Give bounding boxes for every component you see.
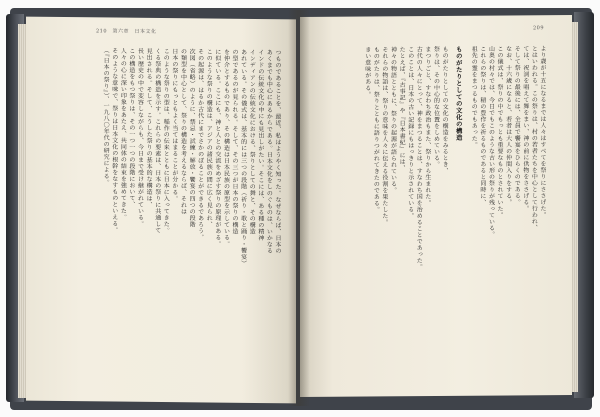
text-line: に似ている。ここにも、神と人との交流をめざす祭りの原理がある。	[213, 48, 221, 248]
text-line: そのような意味で、祭りは日本文化の根幹をなすものといえる。	[110, 47, 118, 234]
text-line: インドの伝統文化の中にも見出しがたい。そこには、ある種の精神	[256, 49, 264, 242]
text-line: きい意味がある。	[363, 46, 371, 98]
text-line: の型であるのが見られる。そして、その三つが日本の祭りの構造	[231, 48, 239, 235]
text-line: より歳が十五になるまでは人々はすべてを祭りにささげた。	[539, 45, 546, 219]
text-line: 祭りは、その中心的な位置をしめている。	[432, 45, 440, 168]
text-line: このことは、日本の古い記録にもはっきりと示されている。	[406, 46, 414, 220]
text-line: くる祭典の構造を示す。これらの要素は、日本の祭りに共通して	[153, 47, 161, 234]
text-line: 山奥の村々では、今日でもこのような古い形の祭りが残っている。	[487, 45, 495, 238]
text-line: 次図（省略）のように、禁忌・試練・解放・饗宴の四つの段階	[188, 48, 196, 228]
text-line: その起源は、はるか古代にまでさかのぼることができるであろう。	[196, 48, 204, 241]
text-line: あくまでも中心にあるからである。日本文化をしのぐものは、いかなる	[265, 49, 273, 254]
text-line: 古代の人々にとって、神をまつることは、すなわち国を治めることであった。	[415, 46, 423, 271]
text-line: 人々の心に深い印象をあたえ、共同体の結束を強めてきた。	[119, 47, 127, 221]
text-line: 見出される。そして、こうした祭りの基本的な構造は、	[145, 47, 153, 208]
text-line: なお、十六歳になると、若者は大人の仲間入りをする。	[504, 45, 512, 206]
text-line: つものであることを、最近、私はようやく知った。なぜならば、日本の	[274, 49, 281, 255]
text-line: このような祭りの構造は、アジアの諸民族の間に広く見られ、	[205, 48, 213, 228]
text-line: このような祭りの型は、稲作の伝来とともに日本に入ってきた。	[162, 48, 170, 234]
text-line: それらの物語は、祭りの意味を人々に伝える役割を果たした。	[380, 46, 388, 226]
left-page-text	[56, 47, 281, 379]
text-line: まつりごと、すなわち政治もまた、祭りから生まれた。	[423, 46, 431, 207]
text-line: の類型を中心として、祭りの構造を考えるならば、それは	[179, 48, 187, 215]
left-running-head: 210 第六章 日本文化	[96, 28, 157, 35]
text-line: 長い歴史の中で変容しながらも、今日まで受け継がれている。	[136, 47, 144, 228]
section-heading: ものがたりとしての文化の構造	[454, 45, 463, 142]
text-line: そして祭りの最後には、全員で饗宴をひらくのである。	[513, 45, 521, 206]
text-line: 神々の物語とともに、祭りの起源が語られている。	[389, 46, 397, 194]
right-page-number: 209	[532, 25, 544, 32]
text-line: 祖先の霊をまつるものでもあった。	[470, 45, 478, 149]
right-page	[300, 15, 572, 397]
text-line: ものがたりは、祭りとともに語りつがれてきたのである。	[372, 46, 380, 213]
text-line: あれている。その儀式は、基本的には三つの段階（祈り・歌と踊り・饗宴）	[239, 48, 247, 267]
text-line: 日本の祭りにもっともよく当てはまることが分かる。	[170, 48, 178, 202]
right-page-text	[314, 45, 546, 377]
text-line: たとえば、『古事記』や『日本書紀』には、	[398, 46, 406, 172]
text-line: （『日本の祭り』）、一九八〇年代の研究による。	[102, 47, 110, 186]
book-gutter	[288, 10, 310, 406]
left-page	[26, 17, 296, 404]
text-line: ものがたりとしての文化の構造をみるとき、	[441, 45, 449, 174]
text-line: インディアンの伝統文化における、祭りとしての舞と、その構造	[248, 48, 256, 235]
text-line: ては、祝詞を唱えて舞をまい、神の前に供物をささげる。	[521, 45, 529, 212]
text-line: を仲介とするものであり、その構造は日本民族の原型を示している。	[222, 48, 230, 248]
text-line: この構造をもつ祭りは、その一つ一つの段階において、	[127, 47, 135, 208]
text-line: これらの祭りは、稲の豊作を祈るものであると同時に、	[478, 45, 486, 206]
text-line: とはいわれる。この祭りは、村の若者たちを中心として行われ、	[530, 45, 538, 231]
text-line: この儀式は、祭りの中でもっとも重要なものとされていた。	[496, 45, 504, 219]
